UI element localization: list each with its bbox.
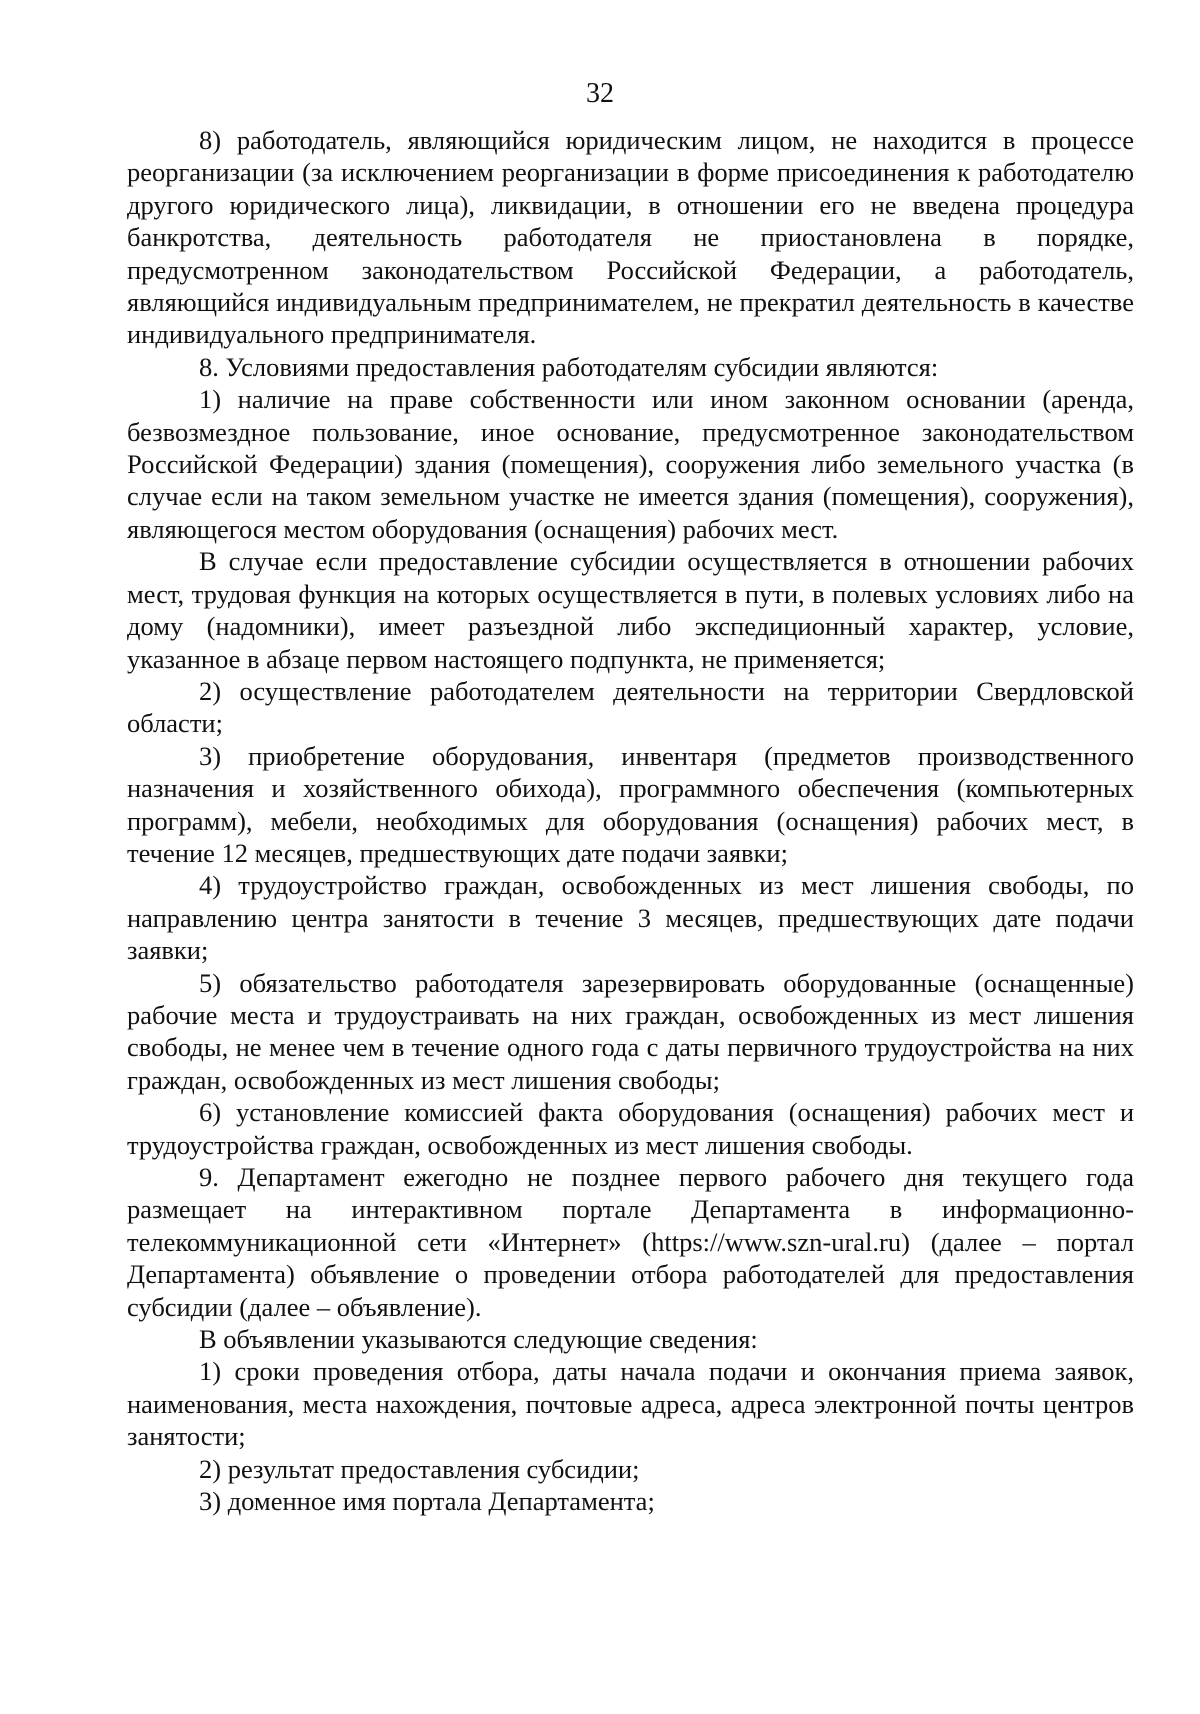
condition-1-premises: 1) наличие на праве собственности или ином законном основании (аренда, безвозмездное пользование, иное основание, предусмотренное законодательством Российской Федерации) здания (помещения), сооружения либо земельного участка (в случае если на таком земельном участке не имеется здания (помещения), сооружения), являющегося местом оборудования (оснащения) рабочих мест. [127, 384, 1134, 544]
announcement-contents-heading: В объявлении указываются следующие сведения: [199, 1324, 758, 1355]
condition-1-exception: В случае если предоставление субсидии осуществляется в отношении рабочих мест, трудовая функция на которых осуществляется в пути, в полевых условиях либо на дому (надомники), имеет разъездной либо экспедиционный характер, условие, указанное в абзаце первом настоящего подпункта, не применяется; [127, 546, 1134, 674]
announcement-item-2: 2) результат предоставления субсидии; [199, 1453, 640, 1484]
condition-5-obligation: 5) обязательство работодателя зарезервировать оборудованные (оснащенные) рабочие места и трудоустраивать на них граждан, освобожденных из мест лишения свободы, не менее чем в течение одного года с даты первичного трудоустройства на них граждан, освобожденных из мест лишения свободы; [127, 967, 1134, 1095]
announcement-item-1: 1) сроки проведения отбора, даты начала подачи и окончания приема заявок, наименования, места нахождения, почтовые адреса, адреса электронной почты центров занятости; [127, 1356, 1134, 1452]
condition-3-equipment: 3) приобретение оборудования, инвентаря (предметов производственного назначения и хозяйственного обихода), программного обеспечения (компьютерных программ), мебели, необходимых для оборудования (оснащения) рабочих мест, в течение 12 месяцев, предшествующих дате подачи заявки; [127, 740, 1134, 868]
condition-6-commission: 6) установление комиссией факта оборудования (оснащения) рабочих мест и трудоустройства граждан, освобожденных из мест лишения свободы. [127, 1097, 1134, 1160]
section-9-announcement: 9. Департамент ежегодно не позднее первого рабочего дня текущего года размещает на интерактивном портале Департамента в информационно-телекоммуникационной сети «Интернет» (https://www.szn-ural.ru) (далее – портал Департамента) объявление о проведении отбора работодателей для предоставления субсидии (далее – объявление). [127, 1162, 1134, 1322]
document-body [127, 124, 1134, 1517]
page-number: 32 [586, 78, 614, 109]
announcement-item-3: 3) доменное имя портала Департамента; [199, 1486, 655, 1517]
paragraph-item-8-employer-status: 8) работодатель, являющийся юридическим лицом, не находится в процессе реорганизации (за исключением реорганизации в форме присоединения к работодателю другого юридического лица), ликвидации, в отношении его не введена процедура банкротства, деятельность работодателя не приостановлена в порядке, предусмотренном законодательством Российской Федерации, а работодатель, являющийся индивидуальным предпринимателем, не прекратил деятельность в качестве индивидуального предпринимателя. [127, 125, 1134, 350]
condition-2-territory: 2) осуществление работодателем деятельности на территории Свердловской области; [127, 675, 1134, 739]
section-8-heading: 8. Условиями предоставления работодателям субсидии являются: [199, 351, 939, 382]
condition-4-employment: 4) трудоустройство граждан, освобожденных из мест лишения свободы, по направлению центра занятости в течение 3 месяцев, предшествующих дате подачи заявки; [127, 870, 1134, 966]
